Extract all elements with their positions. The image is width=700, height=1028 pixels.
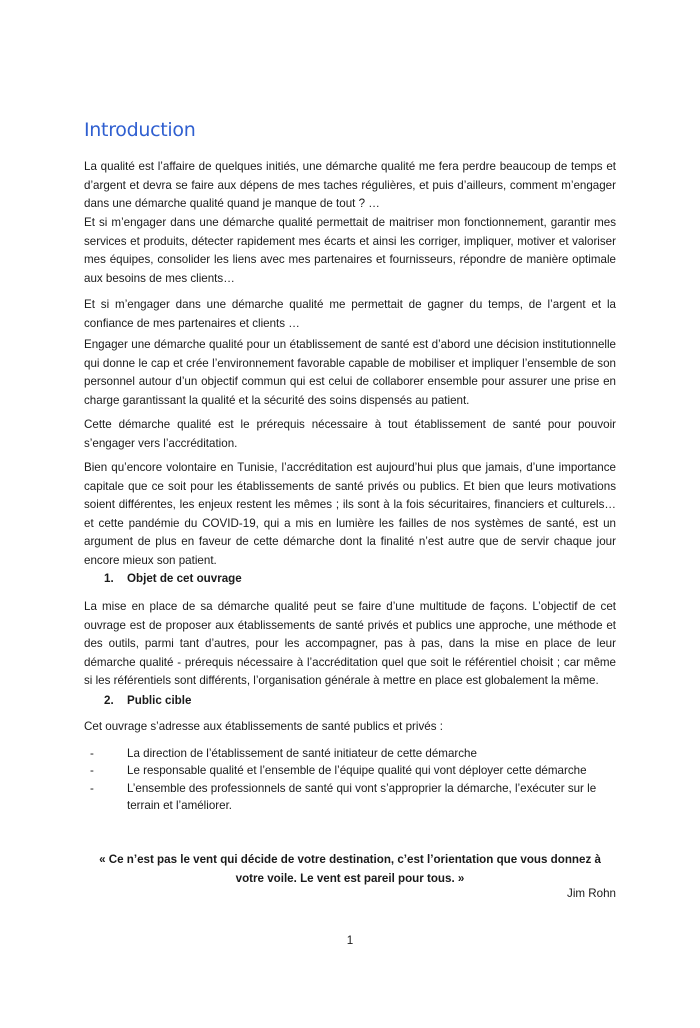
- section-heading-introduction: Introduction: [84, 118, 196, 141]
- section-title: Public cible: [127, 694, 192, 707]
- bullet-dash: -: [90, 764, 94, 778]
- section2-intro: Cet ouvrage s’adresse aux établissements de santé publics et privés :: [84, 720, 443, 733]
- list-item: - La direction de l’établissement de santé initiateur de cette démarche: [84, 745, 616, 762]
- paragraph-6: Bien qu’encore volontaire en Tunisie, l’accréditation est aujourd’hui plus que jamais, d’une importance capitale que ce soit pour les établissements de santé privés ou publics. Et bien que leurs motivations soient différentes, les enjeux restent les mêmes ; ils sont à la fois sécuritaires, financiers et culturels… et cette pandémie du COVID-19, qui a mis en lumière les failles de nos systèmes de santé, est un argument de plus en faveur de cette démarche dont la finalité n’est autre que de servir chaque jour encore mieux son patient.: [84, 461, 616, 567]
- quote-text: « Ce n’est pas le vent qui décide de votre destination, c’est l’orientation que vous donnez à votre voile. Le vent est pareil pour tous. »: [99, 853, 601, 885]
- section-number: 2.: [104, 694, 114, 707]
- section-title: Objet de cet ouvrage: [127, 572, 242, 585]
- page-number: 1: [346, 934, 354, 947]
- paragraph-1: La qualité est l’affaire de quelques initiés, une démarche qualité me fera perdre beaucoup de temps et d’argent et devra se faire aux dépens de mes taches régulières, et puis d’ailleurs, comment m’engager dans une démarche qualité quand je manque de tout ? …: [84, 160, 616, 211]
- section-heading-objet: [104, 572, 242, 585]
- quote-author: Jim Rohn: [567, 887, 616, 900]
- section-heading-public-cible: [104, 694, 191, 707]
- paragraph-3: Et si m’engager dans une démarche qualité me permettait de gagner du temps, de l’argent et la confiance de mes partenaires et clients …: [84, 298, 616, 330]
- target-audience-list: [84, 745, 616, 815]
- section-number: 1.: [104, 572, 114, 585]
- paragraph-2: Et si m’engager dans une démarche qualité permettait de maitriser mon fonctionnement, garantir mes services et produits, détecter rapidement mes écarts et ainsi les corriger, impliquer, motiver et valoriser mes équipes, consolider les liens avec mes partenaires et fournisseurs, répondre de manière optimale aux besoins de mes clients…: [84, 216, 616, 285]
- section1-body: La mise en place de sa démarche qualité peut se faire d’une multitude de façons. L’objectif de cet ouvrage est de proposer aux établissements de santé privés et publics une approche, une méthode et des outils, parmi tant d’autres, pour les accompagner, pas à pas, dans la mise en place de leur démarche qualité - prérequis nécessaire à l’accréditation quel que soit le référentiel choisit ; car même si les référentiels sont différents, l’organisation générale à mettre en place est globalement la même.: [84, 600, 616, 688]
- bullet-dash: -: [90, 747, 94, 760]
- list-item: - L’ensemble des professionnels de santé qui vont s’approprier la démarche, l’exécuter sur le terrain et l’améliorer.: [90, 781, 597, 813]
- list-item: - Le responsable qualité et l’ensemble de l’équipe qualité qui vont déployer cette démarche: [84, 762, 616, 779]
- paragraph-4: Engager une démarche qualité pour un établissement de santé est d’abord une décision institutionnelle qui donne le cap et crée l’environnement favorable capable de mobiliser et impliquer l’ensemble de son personnel autour d’un objectif commun qui est celui de collaborer ensemble pour assurer une prise en charge garantissant la qualité et la sécurité des soins dispensés au patient.: [84, 338, 616, 407]
- paragraph-5: Cette démarche qualité est le prérequis nécessaire à tout établissement de santé pour pouvoir s’engager vers l’accréditation.: [84, 418, 616, 450]
- bullet-dash: -: [90, 781, 94, 795]
